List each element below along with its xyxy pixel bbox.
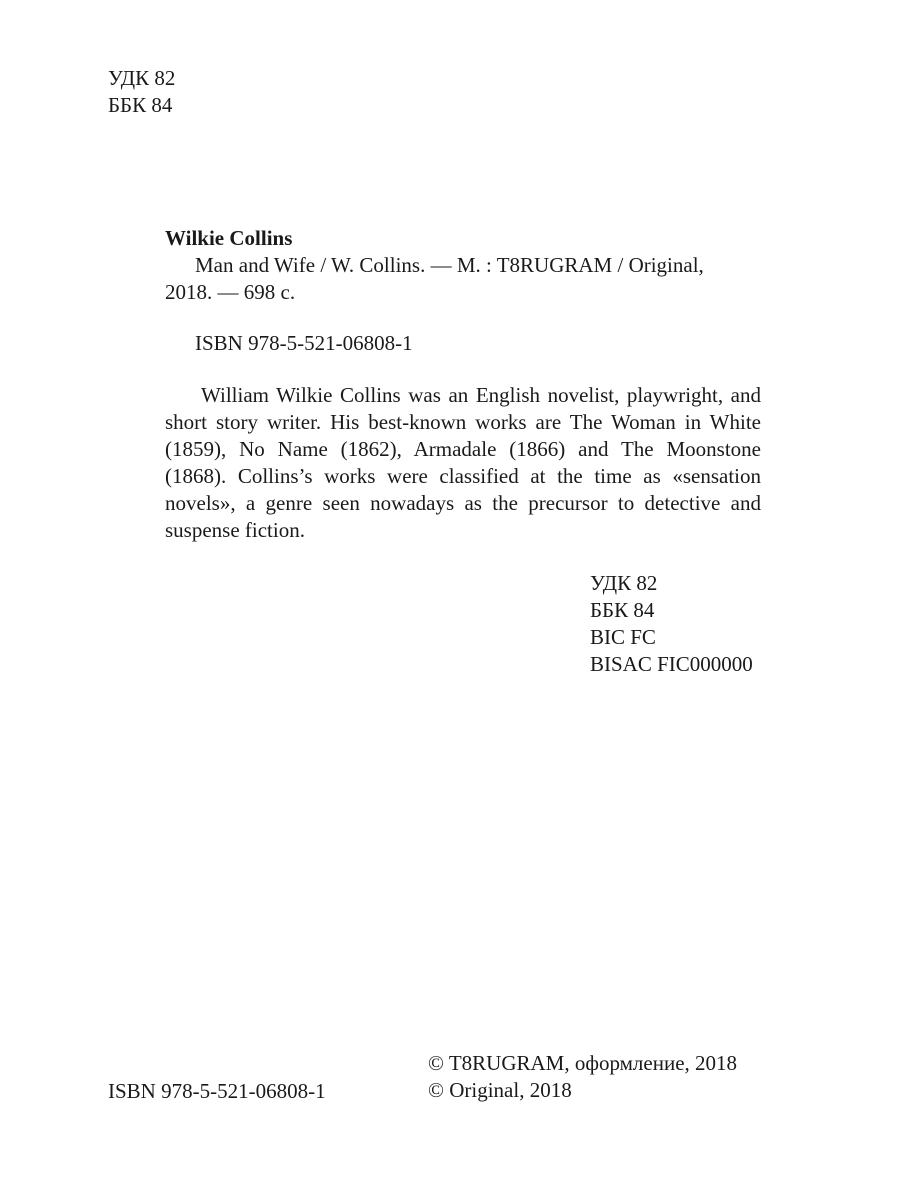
- top-classification-codes: [108, 65, 175, 119]
- bic-code: BIC FC: [590, 625, 656, 649]
- catalog-entry-line1: Man and Wife / W. Collins. — M. : T8RUGRAM / Original,: [195, 253, 704, 277]
- isbn-number: ISBN 978-5-521-06808-1: [195, 331, 413, 355]
- bottom-isbn: ISBN 978-5-521-06808-1: [108, 1079, 326, 1103]
- bisac-code: BISAC FIC000000: [590, 652, 753, 676]
- catalog-entry: [165, 225, 761, 306]
- author-name: Wilkie Collins: [165, 226, 293, 250]
- annotation-paragraph: William Wilkie Collins was an English novelist, playwright, and short story writer. His best-known works are The Woman in White (1859), No Name (1862), Armadale (1866) and The Moonstone (1868). Collins’s works were classified at the time as «sensation novels», a genre seen nowadays as the precursor to detective and suspense fiction.: [165, 383, 761, 542]
- udk-code: УДК 82: [590, 571, 658, 595]
- classification-codes: [590, 570, 753, 678]
- bbk-code: ББК 84: [590, 598, 655, 622]
- copyright-notices: [428, 1050, 737, 1104]
- copyright-design: © T8RUGRAM, оформление, 2018: [428, 1051, 738, 1075]
- copyright-original: © Original, 2018: [428, 1078, 572, 1102]
- bbk-code: ББК 84: [108, 93, 173, 117]
- udk-code: УДК 82: [108, 66, 176, 90]
- catalog-entry-line2: 2018. — 698 с.: [165, 280, 296, 304]
